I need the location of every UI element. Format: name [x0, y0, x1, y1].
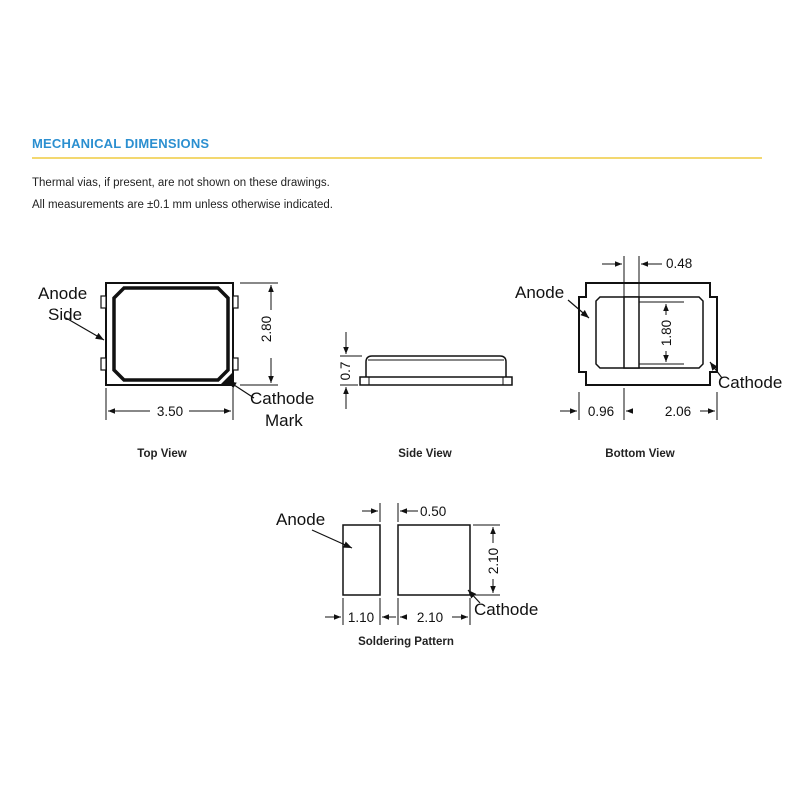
note-tolerance: All measurements are ±0.1 mm unless otherwise indicated.	[32, 199, 333, 211]
bottom-view-anode-gap	[624, 297, 639, 368]
soldering-cathode-label: Cathode	[474, 600, 539, 619]
note-thermal-vias: Thermal vias, if present, are not shown on these drawings.	[32, 177, 330, 189]
top-view-anode-label-line1: Anode	[38, 284, 88, 303]
bottom-view-left-pad-dim: 0.96	[587, 404, 615, 419]
top-view-caption: Top View	[137, 448, 187, 460]
top-view-left-tab	[101, 296, 106, 308]
bottom-view-pad-height-dim: 1.80	[659, 319, 674, 347]
bottom-view	[560, 256, 722, 420]
top-view-body	[106, 283, 233, 385]
top-view-lens-outline	[114, 288, 228, 380]
top-view	[66, 283, 278, 420]
soldering-anode-label: Anode	[276, 510, 326, 529]
section-title: MECHANICAL DIMENSIONS	[32, 136, 210, 151]
soldering-left-width-dim: 1.10	[347, 610, 375, 625]
soldering-gap-dim: 0.50	[420, 504, 447, 519]
bottom-view-cathode-label: Cathode	[718, 373, 783, 392]
side-view-base	[360, 377, 512, 385]
top-view-right-tab-lower	[233, 358, 238, 370]
top-view-width-dim: 3.50	[156, 404, 184, 419]
side-view-height-dim: 0.7	[338, 361, 353, 381]
bottom-view-right-pad-dim: 2.06	[664, 404, 692, 419]
top-view-height-dim: 2.80	[259, 315, 274, 343]
top-view-right-tab	[233, 296, 238, 308]
top-view-cathode-label-line1: Cathode	[250, 389, 315, 408]
bottom-view-anode-label: Anode	[515, 283, 565, 302]
side-view-lens	[366, 356, 506, 377]
soldering-right-width-dim: 2.10	[416, 610, 444, 625]
cathode-solder-pad	[398, 525, 470, 595]
bottom-view-gap-dim: 0.48	[666, 256, 693, 271]
soldering-height-dim: 2.10	[486, 547, 501, 575]
top-view-cathode-label-line2: Mark	[265, 411, 303, 430]
anode-solder-pad	[343, 525, 380, 595]
side-view	[340, 332, 512, 409]
side-view-caption: Side View	[398, 448, 452, 460]
soldering-pattern-caption: Soldering Pattern	[358, 636, 454, 648]
soldering-pattern	[312, 503, 500, 625]
top-view-anode-label-line2: Side	[48, 305, 83, 324]
bottom-view-caption: Bottom View	[605, 448, 675, 460]
top-view-left-tab-lower	[101, 358, 106, 370]
